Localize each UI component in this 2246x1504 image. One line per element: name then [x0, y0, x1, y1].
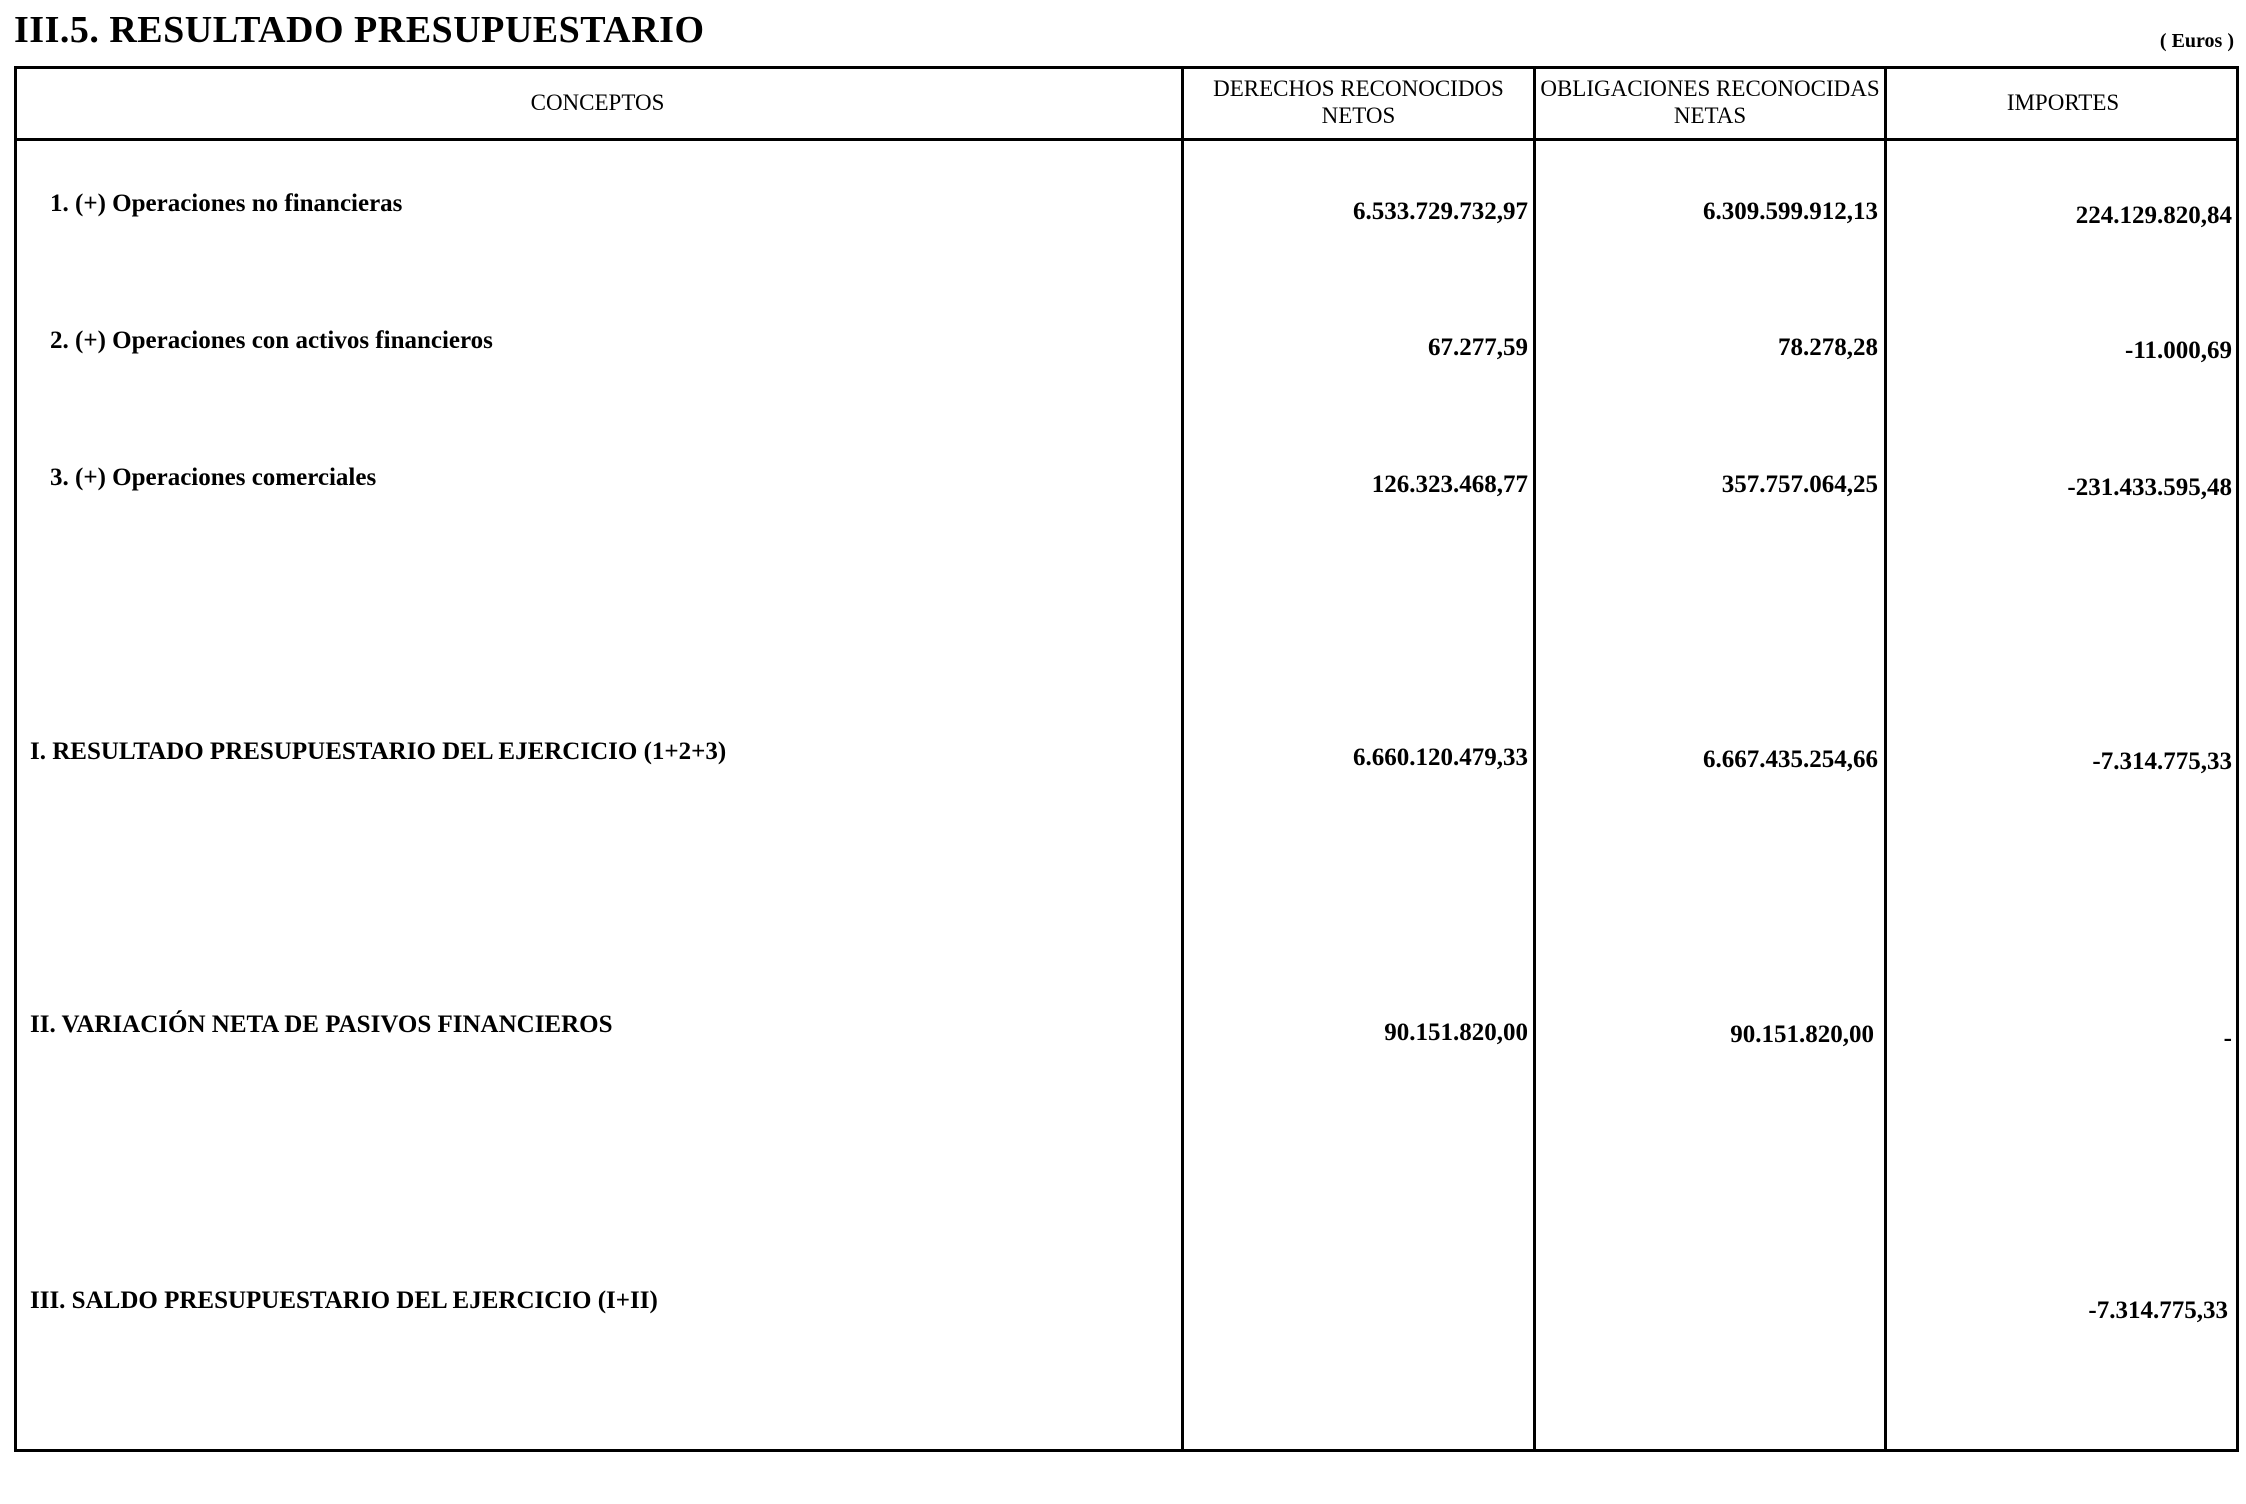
row-1-obligaciones: 6.309.599.912,13 [1703, 198, 1878, 225]
row-2-concepto: 2. (+) Operaciones con activos financieros [50, 327, 493, 354]
header-derechos: DERECHOS RECONOCIDOS NETOS [1213, 76, 1504, 128]
row-1-concepto: 1. (+) Operaciones no financieras [50, 190, 403, 217]
row-2-obligaciones: 78.278,28 [1778, 334, 1878, 361]
total-II-obligaciones: 90.151.820,00 [1730, 1021, 1874, 1048]
total-I-concepto: I. RESULTADO PRESUPUESTARIO DEL EJERCICIO (1+2+3) [30, 738, 727, 765]
currency-units: ( Euros ) [2159, 30, 2234, 52]
total-II-importes: - [2223, 1025, 2232, 1052]
total-III-concepto: III. SALDO PRESUPUESTARIO DEL EJERCICIO (I+II) [30, 1287, 658, 1314]
row-3-derechos: 126.323.468,77 [1371, 471, 1528, 498]
row-3-importes: -231.433.595,48 [2067, 474, 2232, 501]
header-conceptos: CONCEPTOS [530, 89, 665, 115]
row-1-derechos: 6.533.729.732,97 [1353, 198, 1528, 225]
page-title: III.5. RESULTADO PRESUPUESTARIO [14, 9, 705, 51]
total-II-concepto: II. VARIACIÓN NETA DE PASIVOS FINANCIEROS [30, 1011, 613, 1038]
header-obligaciones: OBLIGACIONES RECONOCIDAS NETAS [1540, 76, 1880, 128]
header-divider [14, 138, 2239, 141]
header-importes: IMPORTES [2006, 89, 2120, 115]
column-divider-3 [1884, 66, 1887, 1452]
total-III-importes: -7.314.775,33 [2088, 1297, 2228, 1324]
row-3-obligaciones: 357.757.064,25 [1721, 471, 1878, 498]
total-II-derechos: 90.151.820,00 [1384, 1019, 1528, 1046]
total-I-obligaciones: 6.667.435.254,66 [1703, 746, 1878, 773]
column-divider-2 [1533, 66, 1536, 1452]
column-divider-1 [1181, 66, 1184, 1452]
row-2-importes: -11.000,69 [2125, 337, 2232, 364]
row-2-derechos: 67.277,59 [1428, 334, 1528, 361]
row-3-concepto: 3. (+) Operaciones comerciales [50, 464, 377, 491]
total-I-derechos: 6.660.120.479,33 [1353, 744, 1528, 771]
row-1-importes: 224.129.820,84 [2075, 202, 2232, 229]
total-I-importes: -7.314.775,33 [2092, 748, 2232, 775]
